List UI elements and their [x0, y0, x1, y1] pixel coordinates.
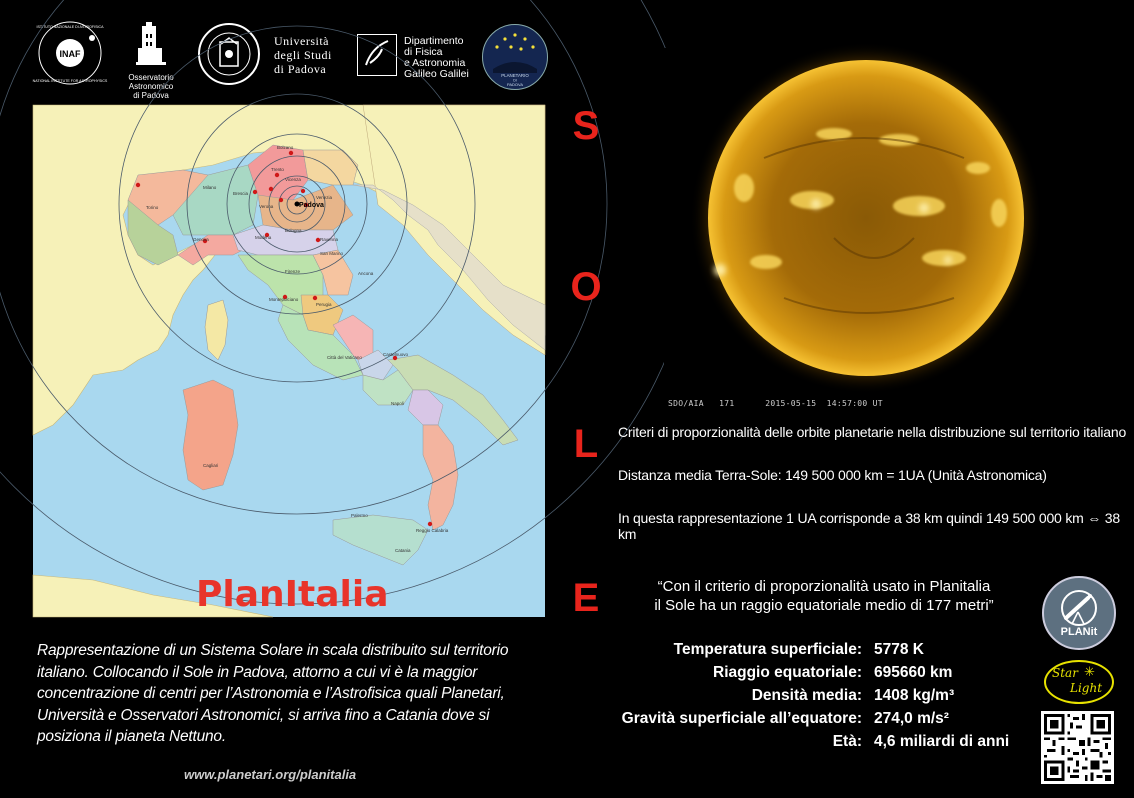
italy-map [33, 105, 545, 617]
quote-line1: “Con il criterio di proporzionalità usato in Planitalia [657, 578, 991, 595]
universita-line2: degli Studi [274, 48, 332, 62]
quote-line2: il Sole ha un raggio equatoriale medio di 177 metri” [654, 597, 994, 614]
city-modena: Modena [255, 235, 272, 240]
property-row [600, 684, 1009, 707]
city-catania: Catania [395, 548, 411, 553]
map-title: PlanItalia [196, 574, 389, 615]
svg-text:PLANETARIO: PLANETARIO [501, 73, 529, 78]
city-reggio: Reggio Calabria [416, 528, 449, 533]
tower-icon [108, 20, 194, 68]
dipartimento-line1: Dipartimento [404, 35, 464, 47]
city-torino: Torino [146, 205, 159, 210]
property-row [600, 730, 1009, 753]
inaf-ring-text-en: NATIONAL INSTITUTE FOR ASTROPHYSICS [32, 79, 108, 83]
info-line1: Criteri di proporzionalità delle orbite planetarie nella distribuzione sul territorio italiano [618, 424, 1127, 440]
property-label: Densità media: [751, 687, 862, 704]
universita-line1: Università [274, 34, 329, 48]
property-label: Età: [832, 733, 862, 750]
dipartimento-line4: Galileo Galilei [404, 68, 469, 80]
city-milano: Milano [203, 185, 217, 190]
sun-caption: SDO/AIA 171 2015-05-15 14:57:00 UT [668, 399, 883, 408]
city-verona: Verona [259, 204, 274, 209]
city-padova: Padova [299, 202, 324, 209]
city-cagliari: Cagliari [203, 463, 219, 468]
starlight-word1: Star [1052, 666, 1078, 680]
planetario-logo [482, 24, 548, 90]
osservatorio-logo [108, 20, 194, 100]
property-value: 4,6 miliardi di anni [874, 733, 1010, 750]
city-venezia: Venezia [316, 195, 333, 200]
city-genova: Genova [193, 237, 209, 242]
city-vicenza: Vicenza [285, 177, 301, 182]
property-value: 274,0 m/s² [874, 710, 949, 727]
dipartimento-name [404, 36, 469, 80]
quote [618, 577, 1030, 615]
city-montepulciano: Montepulciano [269, 297, 299, 302]
property-label: Riaggio equatoriale: [713, 664, 862, 681]
property-row [600, 661, 1009, 684]
city-castelnuovo: Castelnuovo [383, 352, 409, 357]
planit-logo [1042, 576, 1116, 650]
property-value: 5778 K [874, 641, 924, 658]
city-brescia: Brescia [233, 191, 249, 196]
info-line3: In questa rappresentazione 1 UA corrisponde a 38 km quindi 149 500 000 km ⇔ 38 km [618, 510, 1120, 542]
svg-text:PADOVA: PADOVA [506, 82, 524, 87]
property-label: Gravità superficiale all’equatore: [621, 710, 862, 727]
city-ancona: Ancona [358, 271, 374, 276]
sole-letter-l: L [573, 422, 599, 466]
city-ravenna: Ravenna [320, 237, 339, 242]
universita-line3: di Padova [274, 62, 327, 76]
osservatorio-line1: Osservatorio Astronomico [128, 73, 174, 91]
sole-letter-e: E [572, 576, 600, 620]
dipartimento-line3: e Astronomia [404, 57, 466, 69]
starlight-logo [1044, 660, 1114, 704]
sun-image [664, 48, 1070, 398]
city-citta-vaticano: Città del Vaticano [327, 355, 362, 360]
dipartimento-logo [357, 34, 397, 76]
qr-code[interactable] [1041, 711, 1114, 784]
description: Rappresentazione di un Sistema Solare in scala distribuito sul territorio italiano. Collocando il Sole in Padova, attorno a cui vi è la maggior concentrazione di centri per l’Astronomia e l’Astrofisica quali Planetari, Università e Osservatori Astronomici, si arriva fino a Catania dove si posiziona il pianeta Nettuno. [37, 642, 509, 745]
inaf-label: INAF [59, 49, 81, 59]
city-napoli: Napoli [391, 401, 404, 406]
sole-letter-o: O [570, 265, 602, 309]
osservatorio-line2: di Padova [133, 91, 169, 100]
property-value: 695660 km [874, 664, 953, 681]
galileo-icon [358, 35, 396, 75]
sun-properties [600, 638, 1009, 753]
sole-letter-s: S [572, 104, 600, 148]
planit-label: PLANit [1060, 626, 1098, 638]
property-label: Temperatura superficiale: [673, 641, 862, 658]
inaf-logo [32, 20, 108, 86]
city-san-marino: San Marino [320, 251, 344, 256]
dipartimento-line2: di Fisica [404, 46, 443, 58]
universita-name [274, 34, 332, 76]
city-trento: Trento [271, 167, 284, 172]
starlight-word2: Light [1070, 681, 1103, 695]
property-row [600, 707, 1009, 730]
city-perugia: Perugia [316, 302, 332, 307]
city-palermo: Palermo [351, 513, 368, 518]
website-url[interactable]: www.planetari.org/planitalia [184, 767, 357, 782]
inaf-ring-text: ISTITUTO NAZIONALE DI ASTROFISICA [36, 25, 104, 29]
info-line2: Distanza media Terra-Sole: 149 500 000 km = 1UA (Unità Astronomica) [618, 467, 1047, 483]
star-icon: ✳ [1084, 664, 1095, 679]
city-bologna: Bologna [285, 228, 302, 233]
property-row [600, 638, 1009, 661]
svg-text:DI: DI [513, 78, 517, 83]
city-firenze: Firenze [285, 269, 301, 274]
city-bolzano: Bolzano [277, 145, 294, 150]
property-value: 1408 kg/m³ [874, 687, 955, 704]
